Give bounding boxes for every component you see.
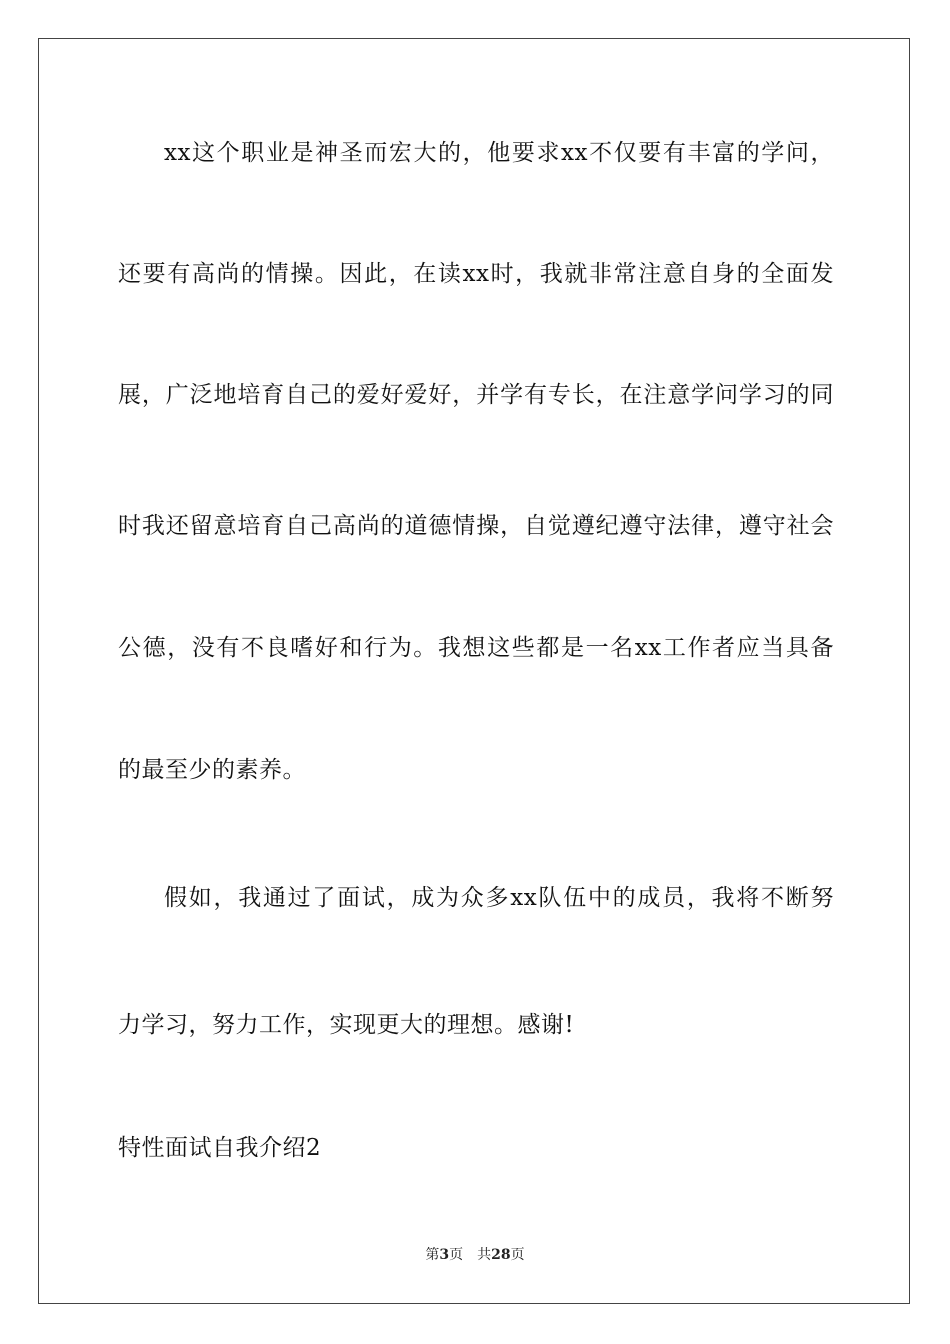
paragraph-1-line-3: 展，广泛地培育自己的爱好爱好，并学有专长，在注意学问学习的同 (118, 382, 834, 408)
paragraph-1-line-4: 时我还留意培育自己高尚的道德情操，自觉遵纪遵守法律，遵守社会 (118, 513, 834, 539)
paragraph-1-line-5: 公德，没有不良嗜好和行为。我想这些都是一名xx工作者应当具备 (118, 635, 834, 661)
page-border (38, 38, 910, 1304)
footer-total-pages: 28 (491, 1247, 511, 1263)
page-footer (0, 1246, 950, 1264)
paragraph-2-line-2: 力学习，努力工作，实现更大的理想。感谢! (118, 1012, 575, 1038)
footer-page-number: 3 (439, 1247, 450, 1263)
footer-page-suffix: 页 (449, 1247, 464, 1263)
paragraph-2-line-1: 假如，我通过了面试，成为众多xx队伍中的成员，我将不断努 (164, 885, 834, 911)
footer-page-prefix: 第 (425, 1247, 440, 1263)
paragraph-1-line-1: xx这个职业是神圣而宏大的，他要求xx不仅要有丰富的学问， (164, 140, 834, 166)
footer-total-prefix: 共 (477, 1247, 492, 1263)
footer-total-suffix: 页 (510, 1247, 525, 1263)
paragraph-1-line-2: 还要有高尚的情操。因此，在读xx时，我就非常注意自身的全面发 (118, 261, 834, 287)
section-heading: 特性面试自我介绍2 (118, 1135, 322, 1161)
paragraph-1-line-6: 的最至少的素养。 (118, 757, 306, 783)
